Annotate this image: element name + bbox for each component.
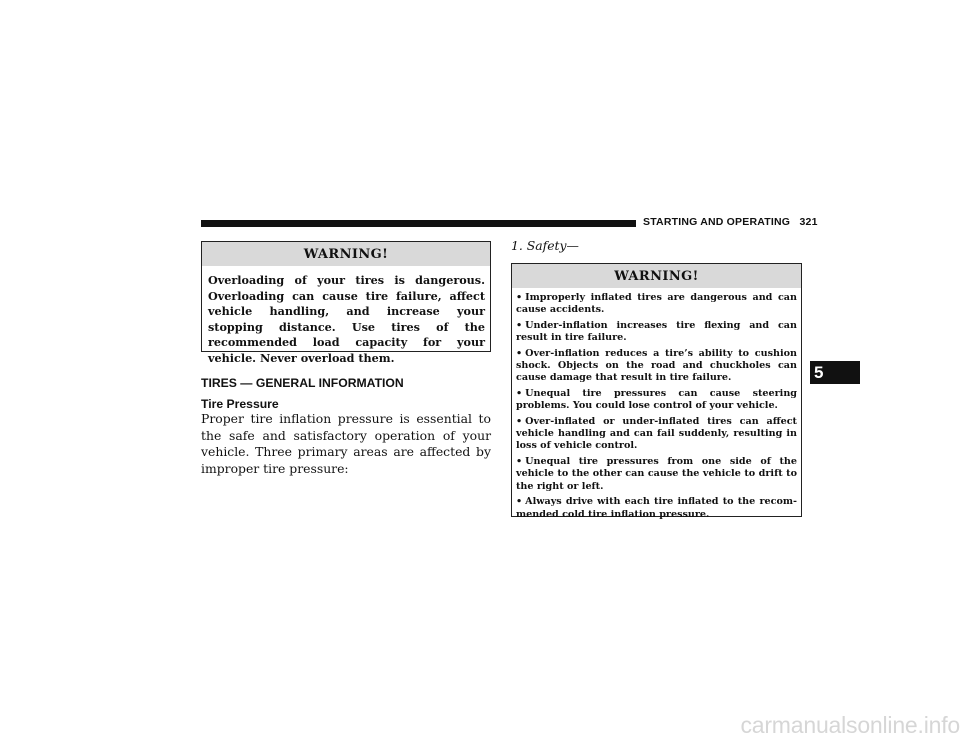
page-number: 321 <box>799 216 818 228</box>
bullet: • <box>516 319 523 331</box>
list-item-text: Over-inflation reduces a tire’s ability to cushion shock. Objects on the road and chuckholes can cause damage that result in tire failure. <box>516 347 797 384</box>
header-section-title: STARTING AND OPERATING <box>643 216 791 228</box>
warning-text: Overloading of your tires is dangerous. Overloading can cause tire failure, affect vehicle handling, and increase your stopping distance. Use tires of the recommended load capacity for your vehicle. Never overload them. <box>208 273 485 365</box>
bullet: • <box>516 387 523 399</box>
list-item <box>516 496 797 521</box>
warning-title: WARNING! <box>202 242 490 266</box>
list-item <box>516 320 797 345</box>
header-rule <box>201 220 636 227</box>
bullet: • <box>516 347 523 359</box>
bullet: • <box>516 415 523 427</box>
list-item <box>516 388 797 413</box>
list-item-text: Unequal tire pressures can cause steering problems. You could lose control of your vehicle. <box>516 387 797 412</box>
list-item <box>516 348 797 385</box>
list-item-text: Over-inflated or under-inflated tires can affect vehicle handling and can fail suddenly, resulting in loss of vehicle control. <box>516 415 797 452</box>
body-paragraph: Proper tire inflation pressure is essential to the safe and satisfactory operation of your vehicle. Three primary areas are affected by improper tire pressure: <box>201 411 491 476</box>
bullet: • <box>516 455 523 467</box>
warning-box-overloading <box>201 241 491 365</box>
list-item <box>516 456 797 493</box>
list-heading-safety: 1. Safety— <box>511 238 579 253</box>
list-item-text: Unequal tire pressures from one side of the vehicle to the other can cause the vehicle to drift to the right or left. <box>516 455 797 492</box>
warning-list <box>512 288 801 521</box>
list-item <box>516 292 797 317</box>
warning-title: WARNING! <box>512 264 801 288</box>
chapter-tab: 5 <box>810 361 860 384</box>
watermark: carmanualsonline.info <box>740 712 960 738</box>
section-heading: TIRES — GENERAL INFORMATION <box>201 376 404 390</box>
list-item <box>516 416 797 453</box>
subsection-heading: Tire Pressure <box>201 397 279 411</box>
running-header <box>643 216 818 228</box>
list-item-text: Always drive with each tire inflated to the recom-mended cold tire inflation pressure. <box>516 496 797 520</box>
list-item-text: Under-inflation increases tire flexing and can result in tire failure. <box>516 319 797 344</box>
bullet: • <box>516 292 523 303</box>
warning-box-inflation <box>511 263 802 520</box>
bullet: • <box>516 496 523 508</box>
list-item-text: Improperly inflated tires are dangerous and can cause accidents. <box>516 292 797 316</box>
